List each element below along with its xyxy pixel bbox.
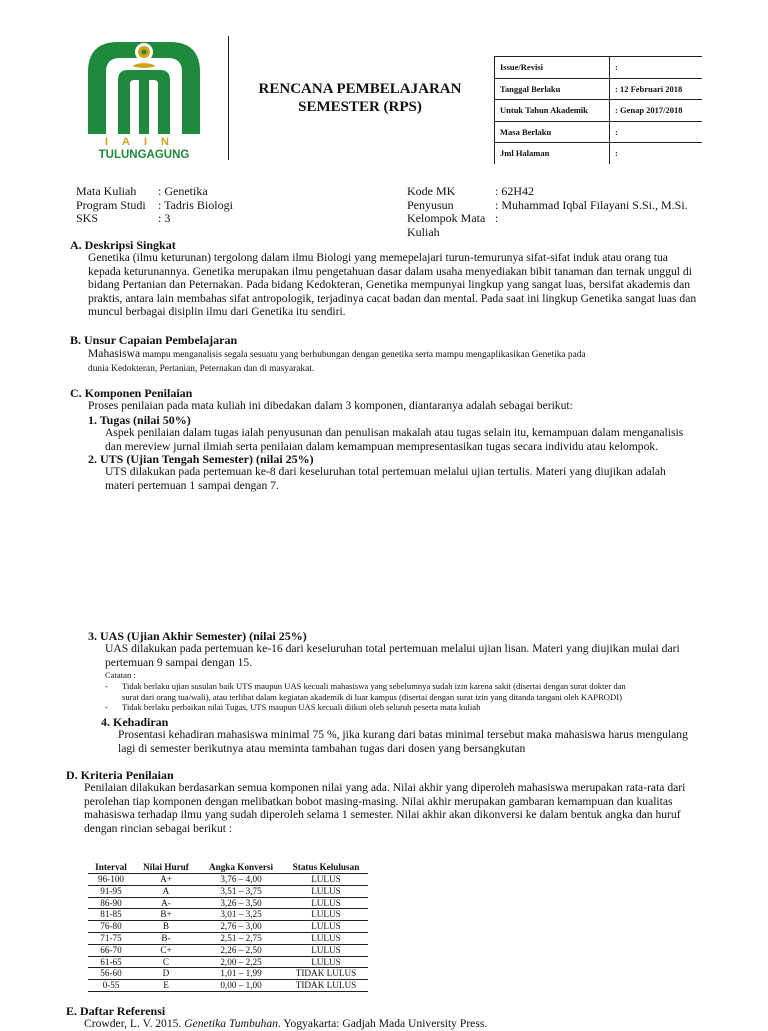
meta-key: Issue/Revisi bbox=[495, 57, 610, 79]
text-line: dengan rincian sebagai berikut : bbox=[84, 821, 233, 835]
section-a-heading: A. Deskripsi Singkat bbox=[70, 238, 176, 252]
table-cell: 56-60 bbox=[88, 968, 134, 980]
component-2-heading: 2. UTS (Ujian Tengah Semester) (nilai 25%) bbox=[88, 452, 314, 466]
text-line: dunia Kedokteran, Pertanian, Peternakan dan di masyarakat. bbox=[88, 363, 315, 374]
table-cell: B bbox=[134, 921, 198, 933]
meta-value: : bbox=[610, 57, 703, 79]
institution-logo bbox=[84, 36, 204, 162]
section-b-body bbox=[88, 346, 700, 376]
component-1-body bbox=[105, 426, 700, 453]
table-cell: 3,51 – 3,75 bbox=[198, 885, 284, 897]
table-row bbox=[88, 885, 368, 897]
course-label: SKS bbox=[76, 211, 99, 225]
table-cell: LULUS bbox=[284, 932, 368, 944]
table-row bbox=[88, 874, 368, 886]
table-cell: 2,26 – 2,50 bbox=[198, 944, 284, 956]
text-line: kepada keturunannya. Genetika merupakan ilmu pengetahuan dasar dalam usaha menyediakan bibit tanaman dan ternak unggul di bbox=[88, 264, 692, 278]
table-row bbox=[88, 968, 368, 980]
text-line: Genetika (ilmu keturunan) tergolong dalam ilmu Biologi yang memepelajari turun-temurunya sifat-sifat induk atau orang tua bbox=[88, 251, 668, 264]
table-cell: C+ bbox=[134, 944, 198, 956]
text-line: praktis, antara lain membahas sifat antropologik, terjadinya cacat badan dan mental. Pada saat ini lingkup Genetika sangat luas dan bbox=[88, 291, 697, 305]
course-label: Program Studi bbox=[76, 197, 146, 212]
table-row bbox=[88, 944, 368, 956]
meta-row bbox=[495, 34, 703, 57]
meta-value: : bbox=[610, 121, 703, 143]
course-value: : Tadris Biologi bbox=[158, 197, 233, 212]
reference-title: Genetika Tumbuhan bbox=[184, 1017, 278, 1030]
table-cell: B- bbox=[134, 932, 198, 944]
table-cell: A+ bbox=[134, 874, 198, 886]
table-cell: 66-70 bbox=[88, 944, 134, 956]
bullet-dash: - bbox=[105, 681, 108, 691]
course-value: : Muhammad Iqbal Filayani S.Si., M.Si. bbox=[495, 197, 688, 212]
section-d-body bbox=[84, 781, 698, 835]
table-cell: 81-85 bbox=[88, 909, 134, 921]
table-cell: 3,26 – 3,50 bbox=[198, 897, 284, 909]
section-d-heading: D. Kriteria Penilaian bbox=[66, 768, 174, 782]
text-line: bidang Pertanian dan Peternakan. Pada bidang Kedokteran, Genetika mempunyai lingkup yang sangat luas, bersifat akademis dan bbox=[88, 278, 691, 292]
table-cell: 2,51 – 2,75 bbox=[198, 932, 284, 944]
course-label: Kode MK bbox=[407, 184, 456, 198]
table-cell: B+ bbox=[134, 909, 198, 921]
course-value: : Genetika bbox=[158, 184, 208, 198]
text-line: Penilaian dilakukan berdasarkan semua komponen nilai yang ada. Nilai akhir yang diperoleh mahasiswa merupakan rata-rata dari bbox=[84, 781, 686, 794]
document-title bbox=[240, 80, 480, 116]
course-label: Penyusun bbox=[407, 197, 454, 212]
meta-value: : Genap 2017/2018 bbox=[610, 100, 703, 122]
note-line: Tidak berlaku perbaikan nilai Tugas, UTS maupun UAS kecuali diikuti oleh seluruh peserta mata kuliah bbox=[122, 702, 481, 713]
table-cell: 1,01 – 1,99 bbox=[198, 968, 284, 980]
title-line-2: SEMESTER (RPS) bbox=[298, 99, 422, 115]
table-cell: LULUS bbox=[284, 874, 368, 886]
component-3-body bbox=[105, 642, 700, 669]
column-header: Interval bbox=[88, 861, 134, 874]
table-cell: LULUS bbox=[284, 885, 368, 897]
meta-value: : 12 Februari 2018 bbox=[610, 78, 703, 100]
section-c-heading: C. Komponen Penilaian bbox=[70, 386, 193, 400]
text-line: materi pertemuan 1 sampai dengan 7. bbox=[105, 478, 279, 492]
meta-key: Tanggal Berlaku bbox=[495, 78, 610, 100]
table-row bbox=[88, 980, 368, 992]
meta-row bbox=[495, 57, 703, 79]
notes-label: Catatan : bbox=[105, 670, 136, 680]
table-cell: 76-80 bbox=[88, 921, 134, 933]
text-line: pertemuan 9 sampai dengan 15. bbox=[105, 655, 253, 669]
text-line: perolehan tiap komponen dengan melibatkan bobot masing-masing. Nilai akhir merupakan gambaran kemampuan dan kualitas bbox=[84, 794, 673, 808]
table-cell: LULUS bbox=[284, 921, 368, 933]
section-e-heading: E. Daftar Referensi bbox=[66, 1004, 166, 1018]
table-cell: 71-75 bbox=[88, 932, 134, 944]
text-line-start: Mahasiswa bbox=[88, 347, 141, 360]
text-line: mahasiswa terhadap ilmu yang sudah diperoleh selama 1 semester. Nilai akhir akan dikonversi ke dalam bentuk angka dan huruf bbox=[84, 808, 681, 822]
table-cell: 3,01 – 3,25 bbox=[198, 909, 284, 921]
text-line: UTS dilakukan pada pertemuan ke-8 dari keseluruhan total pertemuan melalui ujian tertulis. Materi yang diujikan adalah bbox=[105, 465, 666, 478]
course-info-right bbox=[407, 185, 688, 239]
table-row bbox=[88, 909, 368, 921]
table-cell: 2,76 – 3,00 bbox=[198, 921, 284, 933]
table-cell: 3,76 – 4,00 bbox=[198, 874, 284, 886]
table-cell: 0,00 – 1,00 bbox=[198, 980, 284, 992]
course-value: : bbox=[495, 211, 499, 225]
text-line: dan mereview jurnal ilmiah serta penilaian dalam kemampuan mempresentasikan tugas secara individu atau kelompok. bbox=[105, 439, 659, 453]
note-line: surat dari orang tua/wali), atau terlibat dalam kegiatan akademik di luar kampus (disertai dengan surat izin yang ditanda tangani oleh KAPRODI) bbox=[122, 691, 622, 702]
table-cell: 96-100 bbox=[88, 874, 134, 886]
meta-value: : bbox=[610, 143, 703, 164]
text-line: mampu menganalisis segala sesuatu yang berhubungan dengan genetika serta mampu mengaplikasikan Genetika pada bbox=[140, 350, 586, 360]
course-info-left bbox=[76, 185, 233, 226]
table-cell: C bbox=[134, 956, 198, 968]
course-label: Kelompok Mata bbox=[407, 211, 486, 225]
table-cell: 2,00 – 2,25 bbox=[198, 956, 284, 968]
table-row bbox=[88, 897, 368, 909]
reference-publisher: . Yogyakarta: Gadjah Mada University Press. bbox=[277, 1017, 488, 1030]
table-cell: LULUS bbox=[284, 944, 368, 956]
table-header-row bbox=[88, 861, 368, 874]
text-line: lagi di semester berikutnya atau meminta tambahan tugas dari dosen yang bersangkutan bbox=[118, 741, 526, 755]
logo-subtext: TULUNGAGUNG bbox=[98, 149, 190, 161]
meta-row bbox=[495, 78, 703, 100]
table-cell: LULUS bbox=[284, 956, 368, 968]
table-cell: D bbox=[134, 968, 198, 980]
meta-row bbox=[495, 100, 703, 122]
title-line-1: RENCANA PEMBELAJARAN bbox=[258, 81, 462, 97]
notes-list bbox=[105, 681, 705, 713]
column-header: Status Kelulusan bbox=[284, 861, 368, 874]
meta-row bbox=[495, 121, 703, 143]
table-cell: LULUS bbox=[284, 909, 368, 921]
table-cell: TIDAK LULUS bbox=[284, 968, 368, 980]
component-1-heading: 1. Tugas (nilai 50%) bbox=[88, 413, 191, 427]
component-2-body bbox=[105, 465, 700, 492]
table-row bbox=[88, 932, 368, 944]
course-label: Kuliah bbox=[407, 224, 440, 239]
component-4-heading: 4. Kehadiran bbox=[101, 715, 169, 729]
reference-author: Crowder, L. V. 2015. bbox=[84, 1017, 185, 1030]
meta-row bbox=[495, 143, 703, 164]
table-cell: 0-55 bbox=[88, 980, 134, 992]
table-cell: 86-90 bbox=[88, 897, 134, 909]
bullet-dash: - bbox=[105, 702, 108, 713]
logo-text: IAIN bbox=[105, 136, 183, 148]
grade-conversion-table bbox=[88, 861, 368, 992]
text-line: Prosentasi kehadiran mahasiswa minimal 75 %, jika kurang dari batas minimal tersebut maka mahasiswa harus mengulang bbox=[118, 728, 688, 741]
text-line: UAS dilakukan pada pertemuan ke-16 dari keseluruhan total pertemuan melalui ujian lisan. Materi yang diujikan mulai dari bbox=[105, 642, 680, 655]
table-cell: LULUS bbox=[284, 897, 368, 909]
document-meta-table bbox=[494, 34, 702, 164]
course-value: : 3 bbox=[158, 211, 171, 225]
text-line: Aspek penilaian dalam tugas ialah penyusunan dan penulisan makalah atau tugas selain itu, kemampuan dalam menganalisis bbox=[105, 426, 684, 439]
meta-key: Masa Berlaku bbox=[495, 121, 610, 143]
section-a-body bbox=[88, 251, 698, 319]
column-header: Nilai Huruf bbox=[134, 861, 198, 874]
table-cell: 61-65 bbox=[88, 956, 134, 968]
section-b-heading: B. Unsur Capaian Pembelajaran bbox=[70, 333, 238, 347]
course-label: Mata Kuliah bbox=[76, 184, 137, 198]
column-header: Angka Konversi bbox=[198, 861, 284, 874]
table-cell: TIDAK LULUS bbox=[284, 980, 368, 992]
table-cell: 91-95 bbox=[88, 885, 134, 897]
table-cell: A bbox=[134, 885, 198, 897]
component-4-body bbox=[118, 728, 700, 755]
table-cell: A- bbox=[134, 897, 198, 909]
note-line: Tidak berlaku ujian susulan baik UTS maupun UAS kecuali mahasiswa yang sebelumnya sudah izin karena sakit (disertai dengan surat dokter dan bbox=[122, 681, 626, 691]
meta-key: Jml Halaman bbox=[495, 143, 610, 164]
table-cell: E bbox=[134, 980, 198, 992]
table-row bbox=[88, 956, 368, 968]
table-row bbox=[88, 921, 368, 933]
text-line: muncul berbagai disiplin ilmu dari Genetika itu sendiri. bbox=[88, 305, 346, 319]
course-value: : 62H42 bbox=[495, 184, 534, 198]
header-divider bbox=[228, 36, 229, 160]
component-3-heading: 3. UAS (Ujian Akhir Semester) (nilai 25%) bbox=[88, 629, 307, 643]
section-c-intro: Proses penilaian pada mata kuliah ini dibedakan dalam 3 komponen, diantaranya adalah sebagai berikut: bbox=[88, 399, 573, 412]
meta-key: Untuk Tahun Akademik bbox=[495, 100, 610, 122]
